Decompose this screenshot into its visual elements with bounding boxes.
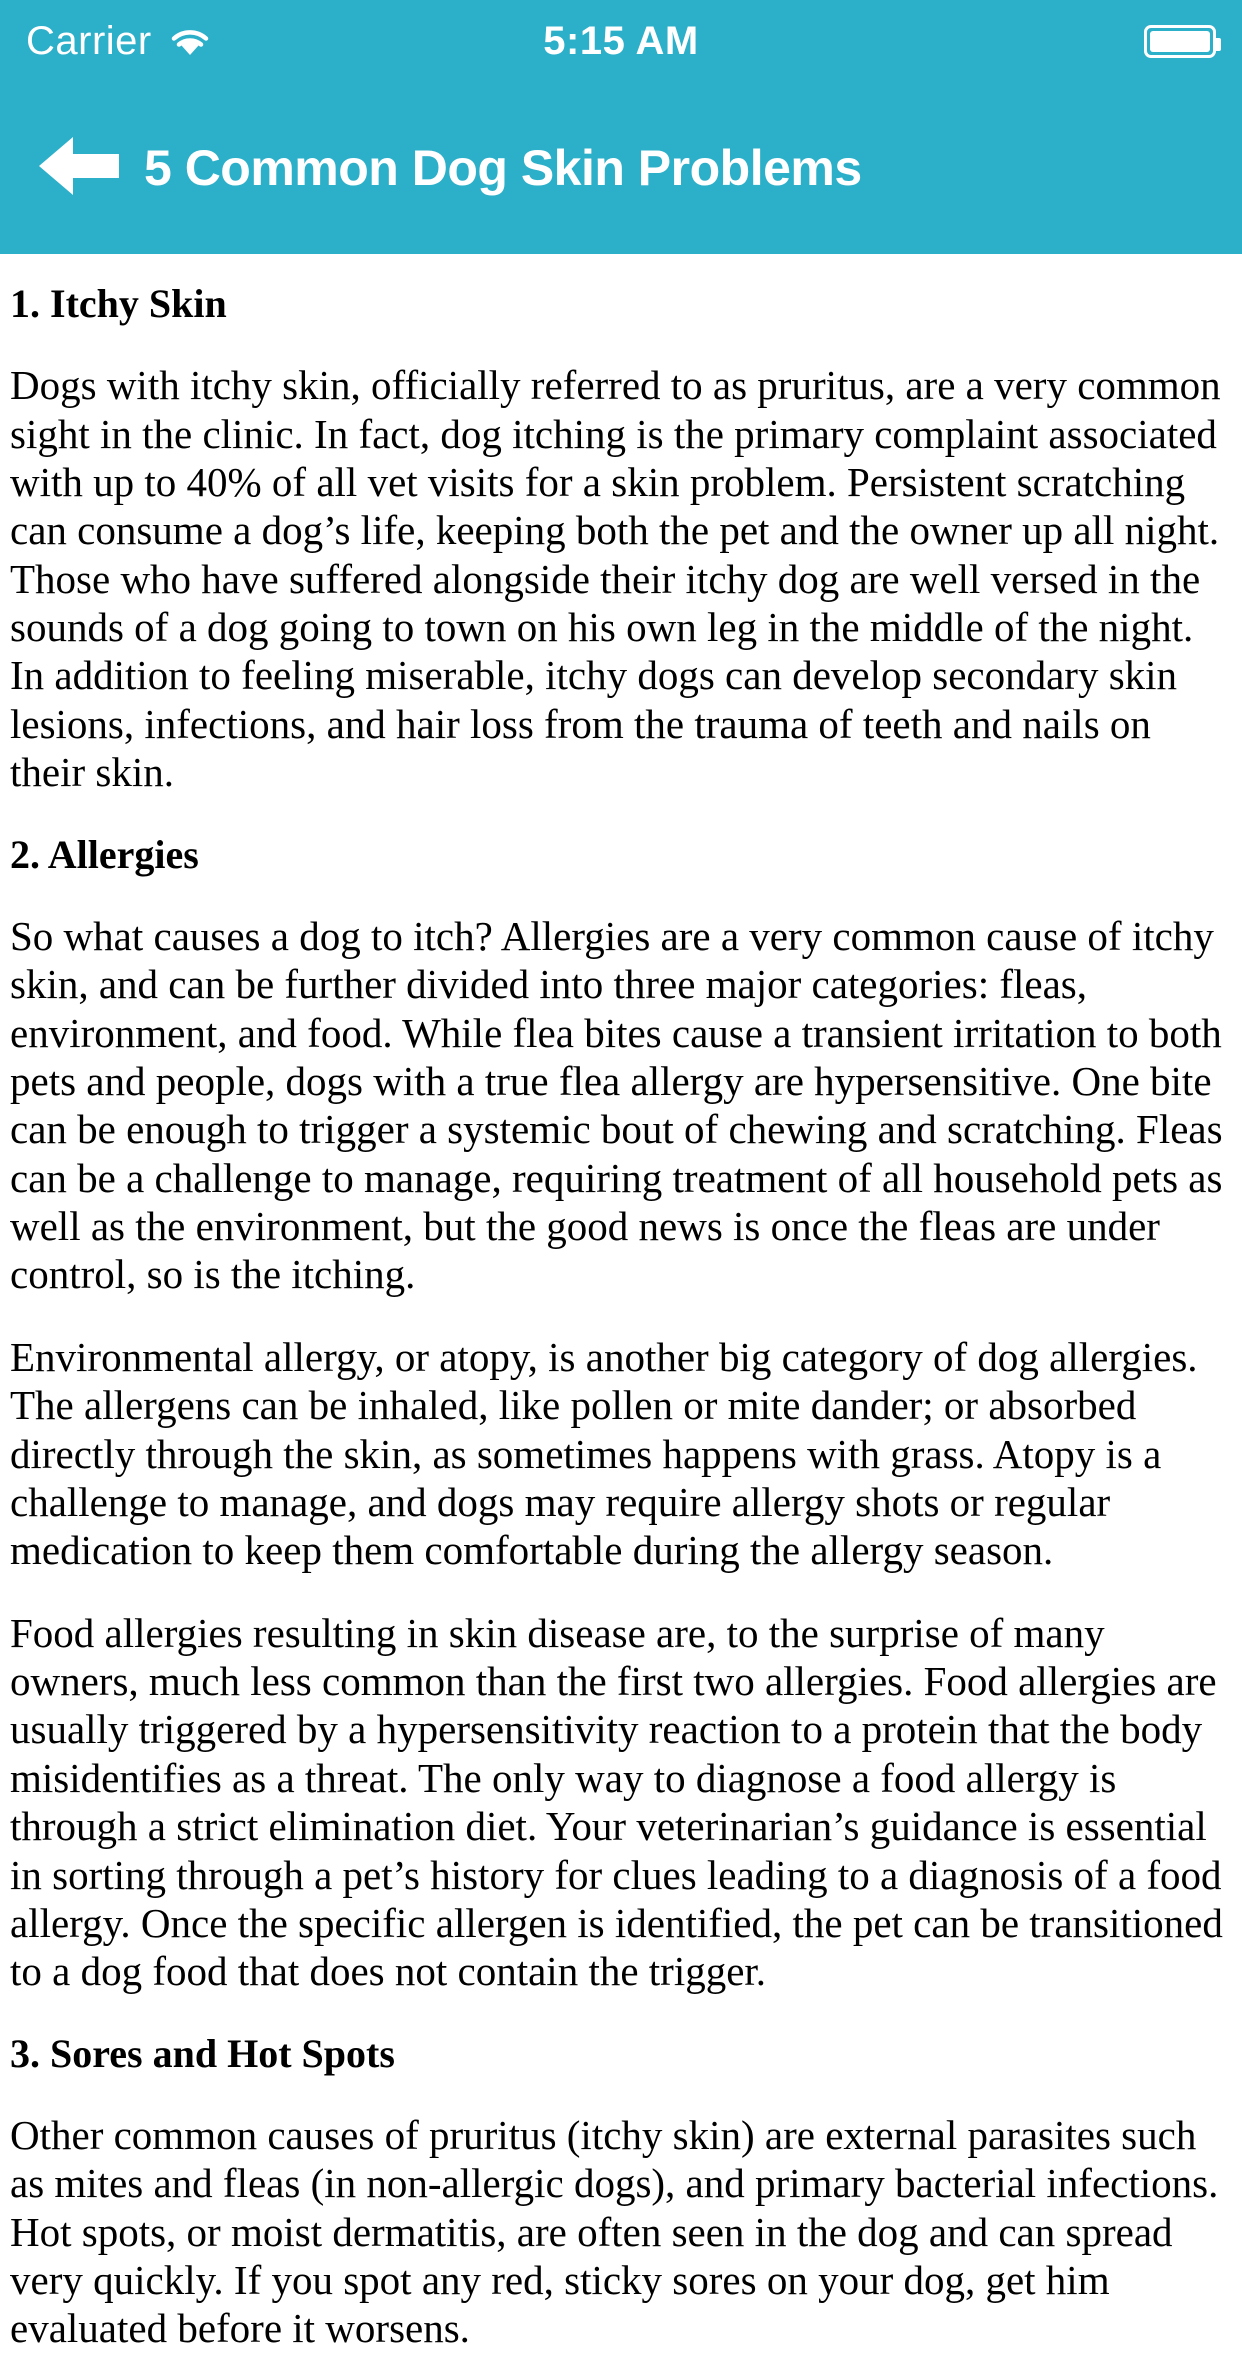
- section-paragraph: Food allergies resulting in skin disease are, to the surprise of many owners, much less common than the first two allergies. Food allergies are usually triggered by a hypersensitivity reaction to a protein that the body misidentifies as a threat. The only way to diagnose a food allergy is through a strict elimination diet. Your veterinarian’s guidance is essential in sorting through a pet’s history for clues leading to a diagnosis of a food allergy. Once the specific allergen is identified, the pet can be transitioned to a dog food that does not contain the trigger.: [10, 1609, 1223, 1995]
- battery-full-icon: [1144, 25, 1216, 58]
- section-heading: 3. Sores and Hot Spots: [10, 2030, 395, 2076]
- wifi-icon: [168, 24, 212, 58]
- back-arrow-icon: [33, 133, 125, 204]
- navigation-bar: [0, 82, 1242, 254]
- page-title: 5 Common Dog Skin Problems: [144, 140, 862, 196]
- article-content: [0, 254, 1242, 2353]
- section-paragraph: Other common causes of pruritus (itchy skin) are external parasites such as mites and fleas (in non-allergic dogs), and primary bacterial infections. Hot spots, or moist dermatitis, are often seen in the dog and can spread very quickly. If you spot any red, sticky sores on your dog, get him evaluated before it worsens.: [10, 2111, 1219, 2352]
- section-paragraph: So what causes a dog to itch? Allergies are a very common cause of itchy skin, and can be further divided into three major categories: fleas, environment, and food. While flea bites cause a transient irritation to both pets and people, dogs with a true flea allergy are hypersensitive. One bite can be enough to trigger a systemic bout of chewing and scratching. Fleas can be a challenge to manage, requiring treatment of all household pets as well as the environment, but the good news is once the fleas are under control, so is the itching.: [10, 912, 1223, 1298]
- status-bar-right: [1144, 25, 1216, 58]
- section-heading: 2. Allergies: [10, 831, 199, 877]
- status-bar: [0, 0, 1242, 82]
- back-button[interactable]: [24, 113, 134, 223]
- carrier-label: Carrier: [26, 18, 152, 63]
- status-bar-left: [26, 19, 212, 64]
- battery-level-fill: [1150, 31, 1210, 52]
- status-bar-time: 5:15 AM: [543, 18, 699, 63]
- section-paragraph: Dogs with itchy skin, officially referred to as pruritus, are a very common sight in the clinic. In fact, dog itching is the primary complaint associated with up to 40% of all vet visits for a skin problem. Persistent scratching can consume a dog’s life, keeping both the pet and the owner up all night. Those who have suffered alongside their itchy dog are well versed in the sounds of a dog going to town on his own leg in the middle of the night. In addition to feeling miserable, itchy dogs can develop secondary skin lesions, infections, and hair loss from the trauma of teeth and nails on their skin.: [10, 362, 1221, 796]
- section-heading: 1. Itchy Skin: [10, 281, 227, 326]
- section-paragraph: Environmental allergy, or atopy, is another big category of dog allergies. The allergens can be inhaled, like pollen or mite dander; or absorbed directly through the skin, as sometimes happens with grass. Atopy is a challenge to manage, and dogs may require allergy shots or regular medication to keep them comfortable during the allergy season.: [10, 1333, 1198, 1574]
